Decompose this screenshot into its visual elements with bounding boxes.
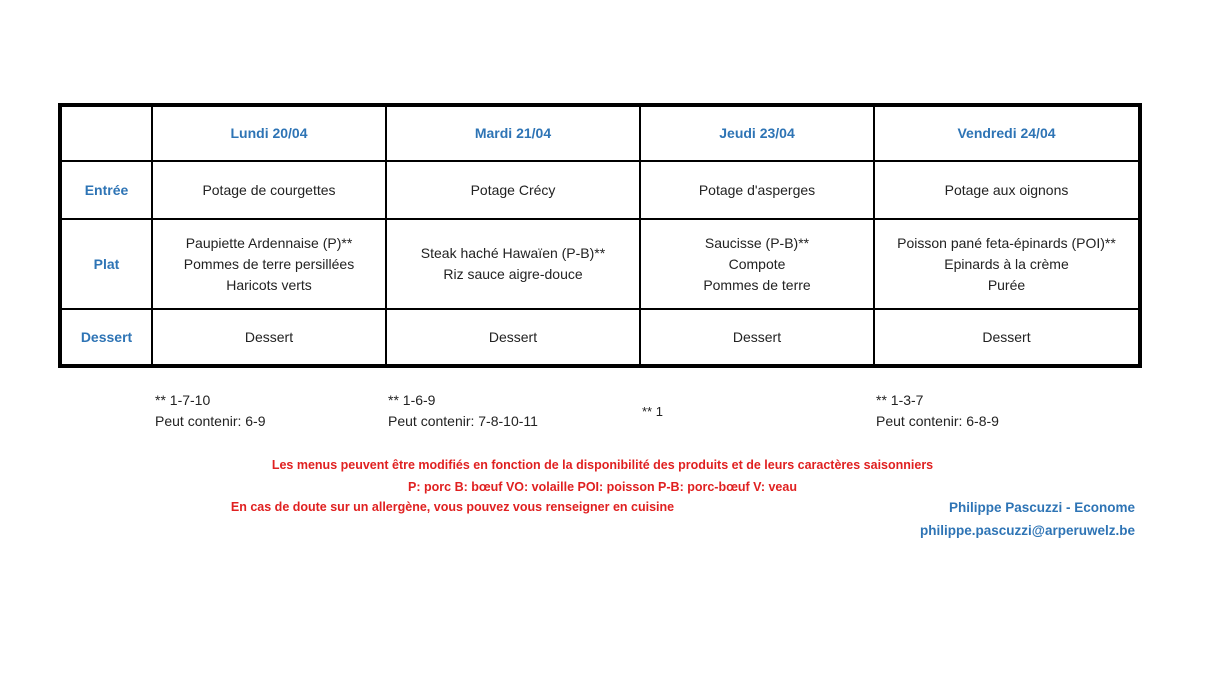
dish-line: Dessert xyxy=(244,328,294,345)
dish-line: Dessert xyxy=(488,328,538,345)
dish-line: Pommes de terre xyxy=(703,276,811,293)
header-row xyxy=(60,105,1140,161)
dish-line: Pommes de terre persillées xyxy=(183,255,355,272)
row-label-plat: Plat xyxy=(60,219,152,309)
notice-allergen-advice: En cas de doute sur un allergène, vous pouvez vous renseigner en cuisine xyxy=(230,500,675,514)
day-header: Vendredi 24/04 xyxy=(874,105,1140,161)
signature-name: Philippe Pascuzzi - Econome xyxy=(948,500,1135,515)
dish-line: Saucisse (P-B)** xyxy=(704,234,810,251)
menu-cell xyxy=(386,219,640,309)
dish-line: Compote xyxy=(728,255,786,272)
allergen-note-vendredi xyxy=(876,390,999,432)
menu-cell xyxy=(874,309,1140,366)
allergen-codes: ** 1-7-10 xyxy=(155,392,211,408)
dish-line: Epinards à la crème xyxy=(944,255,1069,272)
dish-line: Paupiette Ardennaise (P)** xyxy=(185,234,353,251)
dish-line: Dessert xyxy=(982,328,1031,345)
signature-email[interactable]: philippe.pascuzzi@arperuwelz.be xyxy=(920,523,1135,538)
day-header: Mardi 21/04 xyxy=(386,105,640,161)
plat-row xyxy=(60,219,1140,309)
notice-seasonal: Les menus peuvent être modifiés en fonction de la disponibilité des produits et de leurs caractères saisonniers xyxy=(271,458,934,472)
dish-line: Potage aux oignons xyxy=(944,181,1069,198)
notice-meat-legend: P: porc B: bœuf VO: volaille POI: poisson P-B: porc-bœuf V: veau xyxy=(408,480,797,494)
dish-line: Steak haché Hawaïen (P-B)** xyxy=(420,245,606,261)
allergen-codes: ** 1 xyxy=(642,404,663,419)
menu-cell xyxy=(640,161,874,219)
allergen-note-mardi xyxy=(388,390,538,432)
allergen-note-lundi xyxy=(155,390,266,432)
menu-cell xyxy=(640,309,874,366)
dish-line: Haricots verts xyxy=(226,276,312,293)
allergen-may-contain: Peut contenir: 6-9 xyxy=(155,413,266,429)
menu-cell xyxy=(152,309,386,366)
menu-cell xyxy=(874,161,1140,219)
menu-cell xyxy=(386,161,640,219)
menu-cell xyxy=(640,219,874,309)
dish-line: Potage d'asperges xyxy=(698,181,816,198)
entree-row xyxy=(60,161,1140,219)
allergen-note-jeudi xyxy=(642,401,663,422)
dish-line: Potage Crécy xyxy=(470,181,556,198)
menu-cell xyxy=(152,219,386,309)
menu-cell xyxy=(386,309,640,366)
menu-table xyxy=(58,103,1142,368)
dessert-row xyxy=(60,309,1140,366)
allergen-codes: ** 1-3-7 xyxy=(876,392,924,408)
allergen-may-contain: Peut contenir: 6-8-9 xyxy=(876,413,999,429)
allergen-codes: ** 1-6-9 xyxy=(388,392,436,408)
day-header: Lundi 20/04 xyxy=(152,105,386,161)
row-label-entree: Entrée xyxy=(60,161,152,219)
dish-line: Purée xyxy=(987,276,1026,293)
menu-cell xyxy=(152,161,386,219)
row-label-dessert: Dessert xyxy=(60,309,152,366)
menu-cell xyxy=(874,219,1140,309)
dish-line: Riz sauce aigre-douce xyxy=(443,266,583,282)
corner-cell xyxy=(60,105,152,161)
day-header: Jeudi 23/04 xyxy=(640,105,874,161)
dish-line: Potage de courgettes xyxy=(202,181,336,198)
dish-line: Poisson pané feta-épinards (POI)** xyxy=(897,234,1116,251)
allergen-may-contain: Peut contenir: 7-8-10-11 xyxy=(388,413,538,429)
dish-line: Dessert xyxy=(732,328,782,345)
